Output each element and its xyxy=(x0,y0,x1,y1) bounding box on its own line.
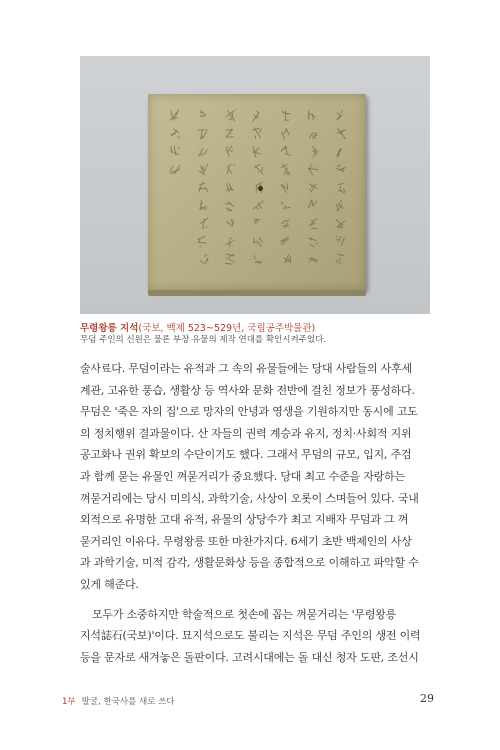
engraved-glyph xyxy=(334,252,348,267)
engraved-glyph xyxy=(306,126,320,141)
engraved-glyph xyxy=(251,162,265,177)
engraved-glyph xyxy=(223,126,237,141)
engraved-glyph xyxy=(279,108,293,123)
body-text xyxy=(80,358,430,668)
inscription-column xyxy=(279,108,297,278)
engraved-glyph xyxy=(306,180,320,195)
tablet-edge xyxy=(148,290,366,296)
engraved-glyph xyxy=(168,144,182,159)
inscription-column xyxy=(334,108,352,278)
memorial-stone-tablet xyxy=(148,94,366,290)
body-line: 공고화나 권위 확보의 수단이기도 했다. 그래서 무덤의 규모, 입지, 주검 xyxy=(80,448,412,462)
engraved-glyph xyxy=(251,216,265,231)
engraved-glyph xyxy=(334,108,348,123)
engraved-glyph xyxy=(306,252,320,267)
engraved-glyph xyxy=(168,162,182,177)
engraved-glyph xyxy=(334,162,348,177)
body-line: 무덤은 '죽은 자의 집'으로 망자의 안녕과 영생을 기원하지만 동시에 고도 xyxy=(80,405,418,419)
page-number: 29 xyxy=(420,692,434,705)
footer-title: 발굴, 한국사를 새로 쓰다 xyxy=(81,697,175,707)
engraved-glyph xyxy=(251,252,265,267)
inscription-column xyxy=(306,108,324,278)
engraved-glyph xyxy=(196,216,210,231)
engraved-glyph xyxy=(223,180,237,195)
engraved-glyph xyxy=(196,252,210,267)
engraved-glyph xyxy=(251,126,265,141)
engraved-glyph xyxy=(334,216,348,231)
engraved-glyph xyxy=(279,234,293,249)
page-footer xyxy=(62,695,175,707)
engraved-glyph xyxy=(223,234,237,249)
engraved-glyph xyxy=(251,144,265,159)
inscription-column xyxy=(251,108,269,278)
engraved-glyph xyxy=(279,144,293,159)
engraved-inscription xyxy=(168,108,352,278)
engraved-glyph xyxy=(251,234,265,249)
body-line: 있게 해준다. xyxy=(80,577,139,591)
engraved-glyph xyxy=(196,162,210,177)
body-line: 외적으로 유명한 고대 유적, 유물의 상당수가 최고 지배자 무덤과 그 껴 xyxy=(80,513,409,527)
body-line: 지석誌石(국보)'이다. 묘지석으로도 불리는 지석은 무덤 주인의 생전 이력 xyxy=(80,629,421,643)
engraved-glyph xyxy=(168,108,182,123)
engraved-glyph xyxy=(306,144,320,159)
engraved-glyph xyxy=(251,198,265,213)
engraved-glyph xyxy=(196,234,210,249)
tablet-hole xyxy=(258,186,263,191)
engraved-glyph xyxy=(306,198,320,213)
body-line: 등을 문자로 새겨놓은 돌판이다. 고려시대에는 돌 대신 청자 도판, 조선시 xyxy=(80,650,419,664)
body-line: 계관, 고유한 풍습, 생활상 등 역사와 문화 전반에 걸친 정보가 풍성하다. xyxy=(80,383,415,397)
engraved-glyph xyxy=(279,162,293,177)
body-line: 과 과학기술, 미적 감각, 생활문화상 등을 종합적으로 이해하고 파악할 수 xyxy=(80,556,419,570)
engraved-glyph xyxy=(196,144,210,159)
engraved-glyph xyxy=(251,108,265,123)
engraved-glyph xyxy=(334,198,348,213)
engraved-glyph xyxy=(223,144,237,159)
engraved-glyph xyxy=(334,126,348,141)
paragraph-gap xyxy=(80,596,430,604)
inscription-column xyxy=(168,108,186,278)
engraved-glyph xyxy=(279,180,293,195)
engraved-glyph xyxy=(334,144,348,159)
engraved-glyph xyxy=(306,234,320,249)
engraved-glyph xyxy=(279,198,293,213)
engraved-glyph xyxy=(334,180,348,195)
engraved-glyph xyxy=(306,216,320,231)
inscription-column xyxy=(223,108,241,278)
engraved-glyph xyxy=(223,108,237,123)
engraved-glyph xyxy=(223,252,237,267)
caption-title-detail: (국보, 백제 523~529년, 국립공주박물관) xyxy=(138,323,316,334)
engraved-glyph xyxy=(196,198,210,213)
engraved-glyph xyxy=(196,180,210,195)
engraved-glyph xyxy=(279,126,293,141)
engraved-glyph xyxy=(223,162,237,177)
engraved-glyph xyxy=(196,108,210,123)
inscription-column xyxy=(196,108,214,278)
engraved-glyph xyxy=(334,234,348,249)
body-line: 모두가 소중하지만 학술적으로 첫손에 꼽는 껴묻거리는 '무령왕릉 xyxy=(92,607,397,621)
body-line: 의 정치행위 결과물이다. 산 자들의 권력 계승과 유지, 정치·사회적 지위 xyxy=(80,426,412,440)
figure-caption-subtitle: 무덤 주인의 신원은 물론 부장 유물의 제작 연대를 확인시켜주었다. xyxy=(80,335,327,345)
engraved-glyph xyxy=(196,126,210,141)
engraved-glyph xyxy=(223,198,237,213)
engraved-glyph xyxy=(306,108,320,123)
figure-caption-title xyxy=(80,320,315,334)
engraved-glyph xyxy=(168,126,182,141)
body-line: 껴묻거리에는 당시 미의식, 과학기술, 사상이 오롯이 스며들어 있다. 국내 xyxy=(80,491,419,505)
engraved-glyph xyxy=(223,216,237,231)
memorial-stone-photo xyxy=(80,56,430,314)
footer-part: 1부 xyxy=(62,697,76,707)
engraved-glyph xyxy=(279,216,293,231)
caption-title-text: 무령왕릉 지석 xyxy=(80,323,139,334)
body-line: 묻거리인 이유다. 무령왕릉 또한 마찬가지다. 6세기 초반 백제인의 사상 xyxy=(80,534,412,548)
engraved-glyph xyxy=(306,162,320,177)
engraved-glyph xyxy=(279,252,293,267)
body-line: 과 함께 묻는 유물인 껴묻거리가 중요했다. 당대 최고 수준을 자랑하는 xyxy=(80,469,405,483)
body-line: 술사료다. 무덤이라는 유적과 그 속의 유물들에는 당대 사람들의 사후세 xyxy=(80,362,413,375)
